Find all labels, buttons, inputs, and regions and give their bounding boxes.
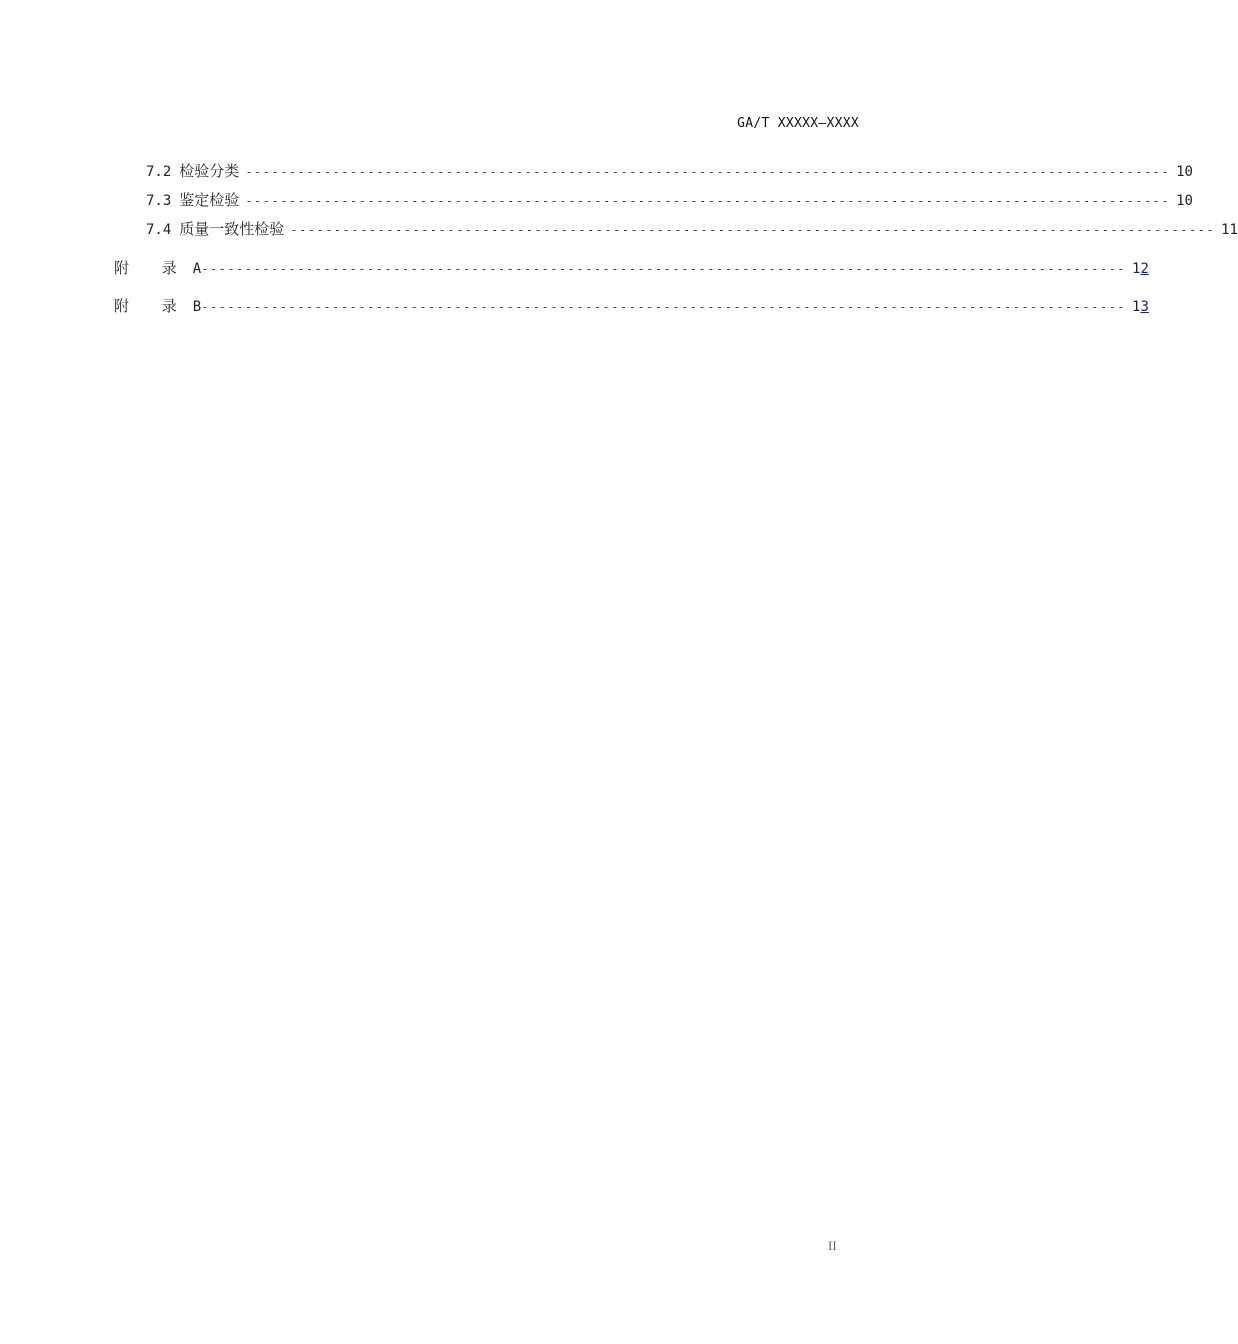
appendix-label: 附 录 <box>114 297 191 315</box>
appendix-letter: B <box>192 299 202 315</box>
toc-entry-7-4[interactable] <box>146 218 1238 239</box>
section-title: 质量一致性检验 <box>179 220 285 238</box>
toc-entry-appendix-b[interactable] <box>114 295 1149 316</box>
section-title: 鉴定检验 <box>179 191 240 209</box>
page-number <box>1132 299 1149 315</box>
page-number: 10 <box>1176 193 1193 209</box>
section-number: 7.3 <box>146 193 172 209</box>
appendix-letter: A <box>192 261 202 277</box>
appendix-label: 附 录 <box>114 259 191 277</box>
section-title: 检验分类 <box>179 162 240 180</box>
document-code-header: GA/T XXXXX—XXXX <box>737 116 859 131</box>
toc-entry-7-2[interactable] <box>146 160 1193 181</box>
page-number: 11 <box>1221 222 1238 238</box>
page-number-prefix: 1 <box>1132 299 1141 315</box>
page-number-prefix: 1 <box>1132 261 1141 277</box>
page-number: 10 <box>1176 164 1193 180</box>
dot-leader: ---------------------------------------------------------------------------------------------------------- <box>245 165 1171 179</box>
dot-leader: ---------------------------------------------------------------------------------------------------------- <box>201 262 1127 276</box>
dot-leader: ---------------------------------------------------------------------------------------------------------- <box>245 194 1171 208</box>
dot-leader: ---------------------------------------------------------------------------------------------------------- <box>201 300 1127 314</box>
dot-leader: ---------------------------------------------------------------------------------------------------------- <box>290 223 1216 237</box>
page-footer-number: II <box>828 1238 837 1253</box>
page-number-link[interactable]: 3 <box>1140 299 1149 315</box>
section-number: 7.4 <box>146 222 172 238</box>
page-number <box>1132 261 1149 277</box>
section-number: 7.2 <box>146 164 172 180</box>
toc-entry-appendix-a[interactable] <box>114 257 1149 278</box>
page-number-link[interactable]: 2 <box>1140 261 1149 277</box>
toc-entry-7-3[interactable] <box>146 189 1193 210</box>
